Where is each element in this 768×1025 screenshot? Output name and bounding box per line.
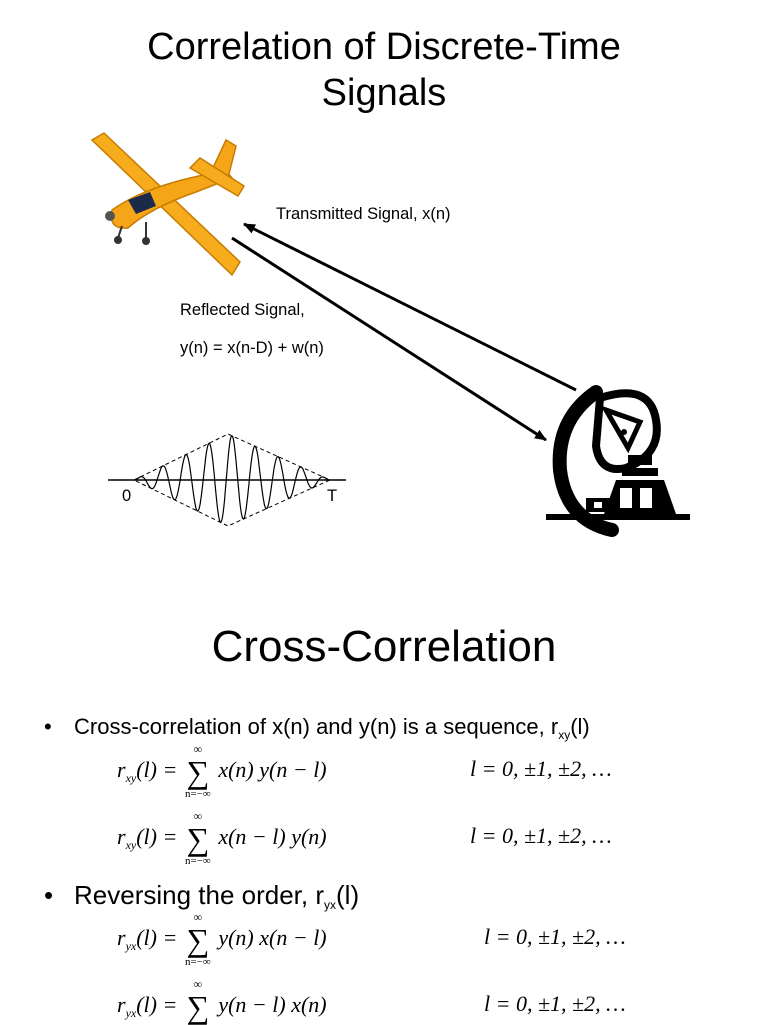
equation-rxy-1: $r_{xy}(l)$ = ∞ ∑ n=−∞ x(n) y(n − l) [117, 742, 327, 800]
radar-dish-icon [546, 392, 690, 530]
title-line-2: Signals [321, 72, 447, 114]
bullet-subscript: xy [558, 728, 571, 742]
bullet-dot: • [44, 714, 52, 739]
axis-start-label: 0 [122, 487, 132, 505]
bullet-main-text: Cross-correlation of x(n) and y(n) is a sequence, r [74, 714, 559, 739]
bullet-text [74, 714, 590, 742]
bullet-text [74, 880, 359, 912]
summation-sign: ∞ ∑ n=−∞ [184, 809, 211, 867]
equation-ryx-2-condition: l = 0, ±1, ±2, … [484, 991, 626, 1016]
summation-sign: ∞ ∑ [186, 977, 210, 1025]
equation-rxy-1-condition: l = 0, ±1, ±2, … [470, 756, 612, 781]
bullet-tail: (l) [570, 714, 590, 739]
title-line-1: Correlation of Discrete-Time [147, 26, 621, 68]
equation-ryx-1-condition: l = 0, ±1, ±2, … [484, 924, 626, 949]
bullet-dot: • [44, 880, 54, 910]
transmitted-signal-label: Transmitted Signal, x(n) [276, 205, 451, 223]
pulse-waveform [108, 434, 346, 526]
airplane-icon [92, 133, 244, 275]
axis-end-label: T [327, 487, 338, 505]
summation-sign: ∞ ∑ n=−∞ [184, 910, 211, 968]
reflected-signal-equation: y(n) = x(n-D) + w(n) [180, 339, 324, 357]
bullet-main-text: Reversing the order, r [74, 880, 325, 910]
equation-ryx-1: $r_{yx}(l)$ = ∞ ∑ n=−∞ y(n) x(n − l) [117, 910, 327, 968]
bullet-subscript: yx [324, 898, 337, 912]
summation-sign: ∞ ∑ n=−∞ [184, 742, 211, 800]
equation-ryx-2: $r_{yx}(l)$ = ∞ ∑ y(n − l) x(n) [117, 977, 327, 1025]
equation-rxy-2: $r_{xy}(l)$ = ∞ ∑ n=−∞ x(n − l) y(n) [117, 809, 327, 867]
reflected-signal-label: Reflected Signal, [180, 301, 305, 319]
equation-rxy-2-condition: l = 0, ±1, ±2, … [470, 823, 612, 848]
bullet-tail: (l) [336, 880, 360, 910]
section-title: Cross-Correlation [211, 622, 557, 671]
wave [134, 436, 330, 523]
